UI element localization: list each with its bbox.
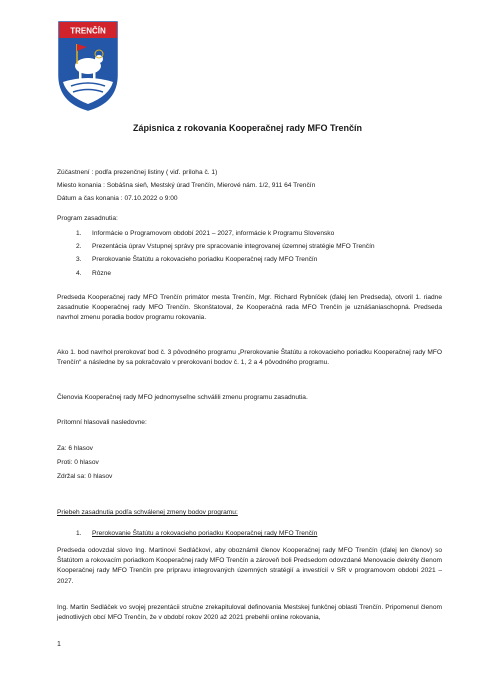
- votes-for: Za: 6 hlasov: [57, 445, 93, 452]
- discussion-paragraph: Predseda odovzdal slovo Ing. Martinovi Sedláčkovi, aby oboznámil členov Kooperačnej rady MFO Trenčín (ďalej len členov) so Štatútom a rokovacím poriadkom Kooperačnej rady MFO Trenčín a zároveň boli Predsedom odovzdané Menovacie dekréty členom Kooperačnej rady MFO Trenčín pre prípravu integrovaných územných stratégií a investícií v SR v programovom období 2021 – 2027.: [57, 547, 442, 585]
- logo-banner-text: TRENČÍN: [70, 26, 106, 36]
- agenda-item: [76, 255, 317, 264]
- agenda-item: [76, 269, 111, 278]
- participants-line: Zúčastnení : podľa prezenčnej listiny ( viď. príloha č. 1): [57, 169, 218, 176]
- voting-intro: Prítomní hlasovali nasledovne:: [57, 419, 147, 426]
- agenda-item: [76, 229, 334, 238]
- trencin-coat-of-arms-logo: [57, 20, 119, 112]
- section-heading: Priebeh zasadnutia podľa schválenej zmeny bodov programu:: [57, 509, 238, 516]
- presentation-paragraph: Ing. Martin Sedláček vo svojej prezentácii stručne zrekapituloval definovania Mestskej funkčnej oblasti Trenčín. Pripomenul členom jednotlivých obcí MFO Trenčín, že v období rokov 2020 až 2021 prebehli online rokovania,: [57, 604, 442, 622]
- agenda-item-number: 4.: [76, 270, 82, 277]
- votes-abstain: Zdržal sa: 0 hlasov: [57, 473, 113, 480]
- agenda-item-number: 1.: [76, 230, 82, 237]
- document-title: Zápisnica z rokovania Kooperačnej rady MFO Trenčín: [132, 123, 363, 133]
- subsection-title: Prerokovanie Štatútu a rokovacieho poriadku Kooperačnej rady MFO Trenčín: [92, 530, 318, 537]
- opening-paragraph: Predseda Kooperačnej rady MFO Trenčín primátor mesta Trenčín, Mgr. Richard Rybníček (ďalej len Predseda), otvoril 1. riadne zasadnutie Kooperačnej rady MFO Trenčín. Skonštatoval, že Kooperačná rada MFO Trenčín je uznášaniaschopná. Predseda navrhol zmenu poradia bodov programu rokovania.: [57, 294, 442, 322]
- datetime-line: Dátum a čas konania : 07.10.2022 o 9:00: [57, 195, 178, 202]
- agenda-item-number: 2.: [76, 243, 82, 250]
- agenda-change-paragraph: Ako 1. bod navrhol prerokovať bod č. 3 pôvodného programu „Prerokovanie Štatútu a rokovacieho poriadku Kooperačnej rady MFO Trenčín“ a následne by sa pokračovalo v prerokovaní bodov č. 1, 2 a 4 pôvodného programu.: [57, 349, 442, 367]
- agenda-item-text: Prerokovanie Štatútu a rokovacieho poriadku Kooperačnej rady MFO Trenčín: [92, 256, 318, 263]
- venue-line: Miesto konania : Sobášna sieň, Mestský úrad Trenčín, Mierové nám. 1/2, 911 64 Trenčín: [57, 182, 316, 189]
- page-number: 1: [57, 641, 61, 648]
- agenda-item: [76, 242, 375, 251]
- votes-against: Proti: 0 hlasov: [57, 459, 99, 466]
- subsection-heading: [76, 529, 317, 538]
- agenda-heading: Program zasadnutia:: [57, 215, 118, 222]
- approval-paragraph: Členovia Kooperačnej rady MFO jednomyseľne schválili zmenu programu zasadnutia.: [57, 394, 308, 401]
- agenda-item-text: Informácie o Programovom období 2021 – 2027, informácie k Programu Slovensko: [92, 230, 335, 237]
- agenda-item-number: 3.: [76, 256, 82, 263]
- agenda-item-text: Rôzne: [92, 270, 112, 277]
- subsection-number: 1.: [76, 530, 82, 537]
- agenda-item-text: Prezentácia úprav Vstupnej správy pre spracovanie integrovanej územnej stratégie MFO Trenčín: [92, 243, 375, 250]
